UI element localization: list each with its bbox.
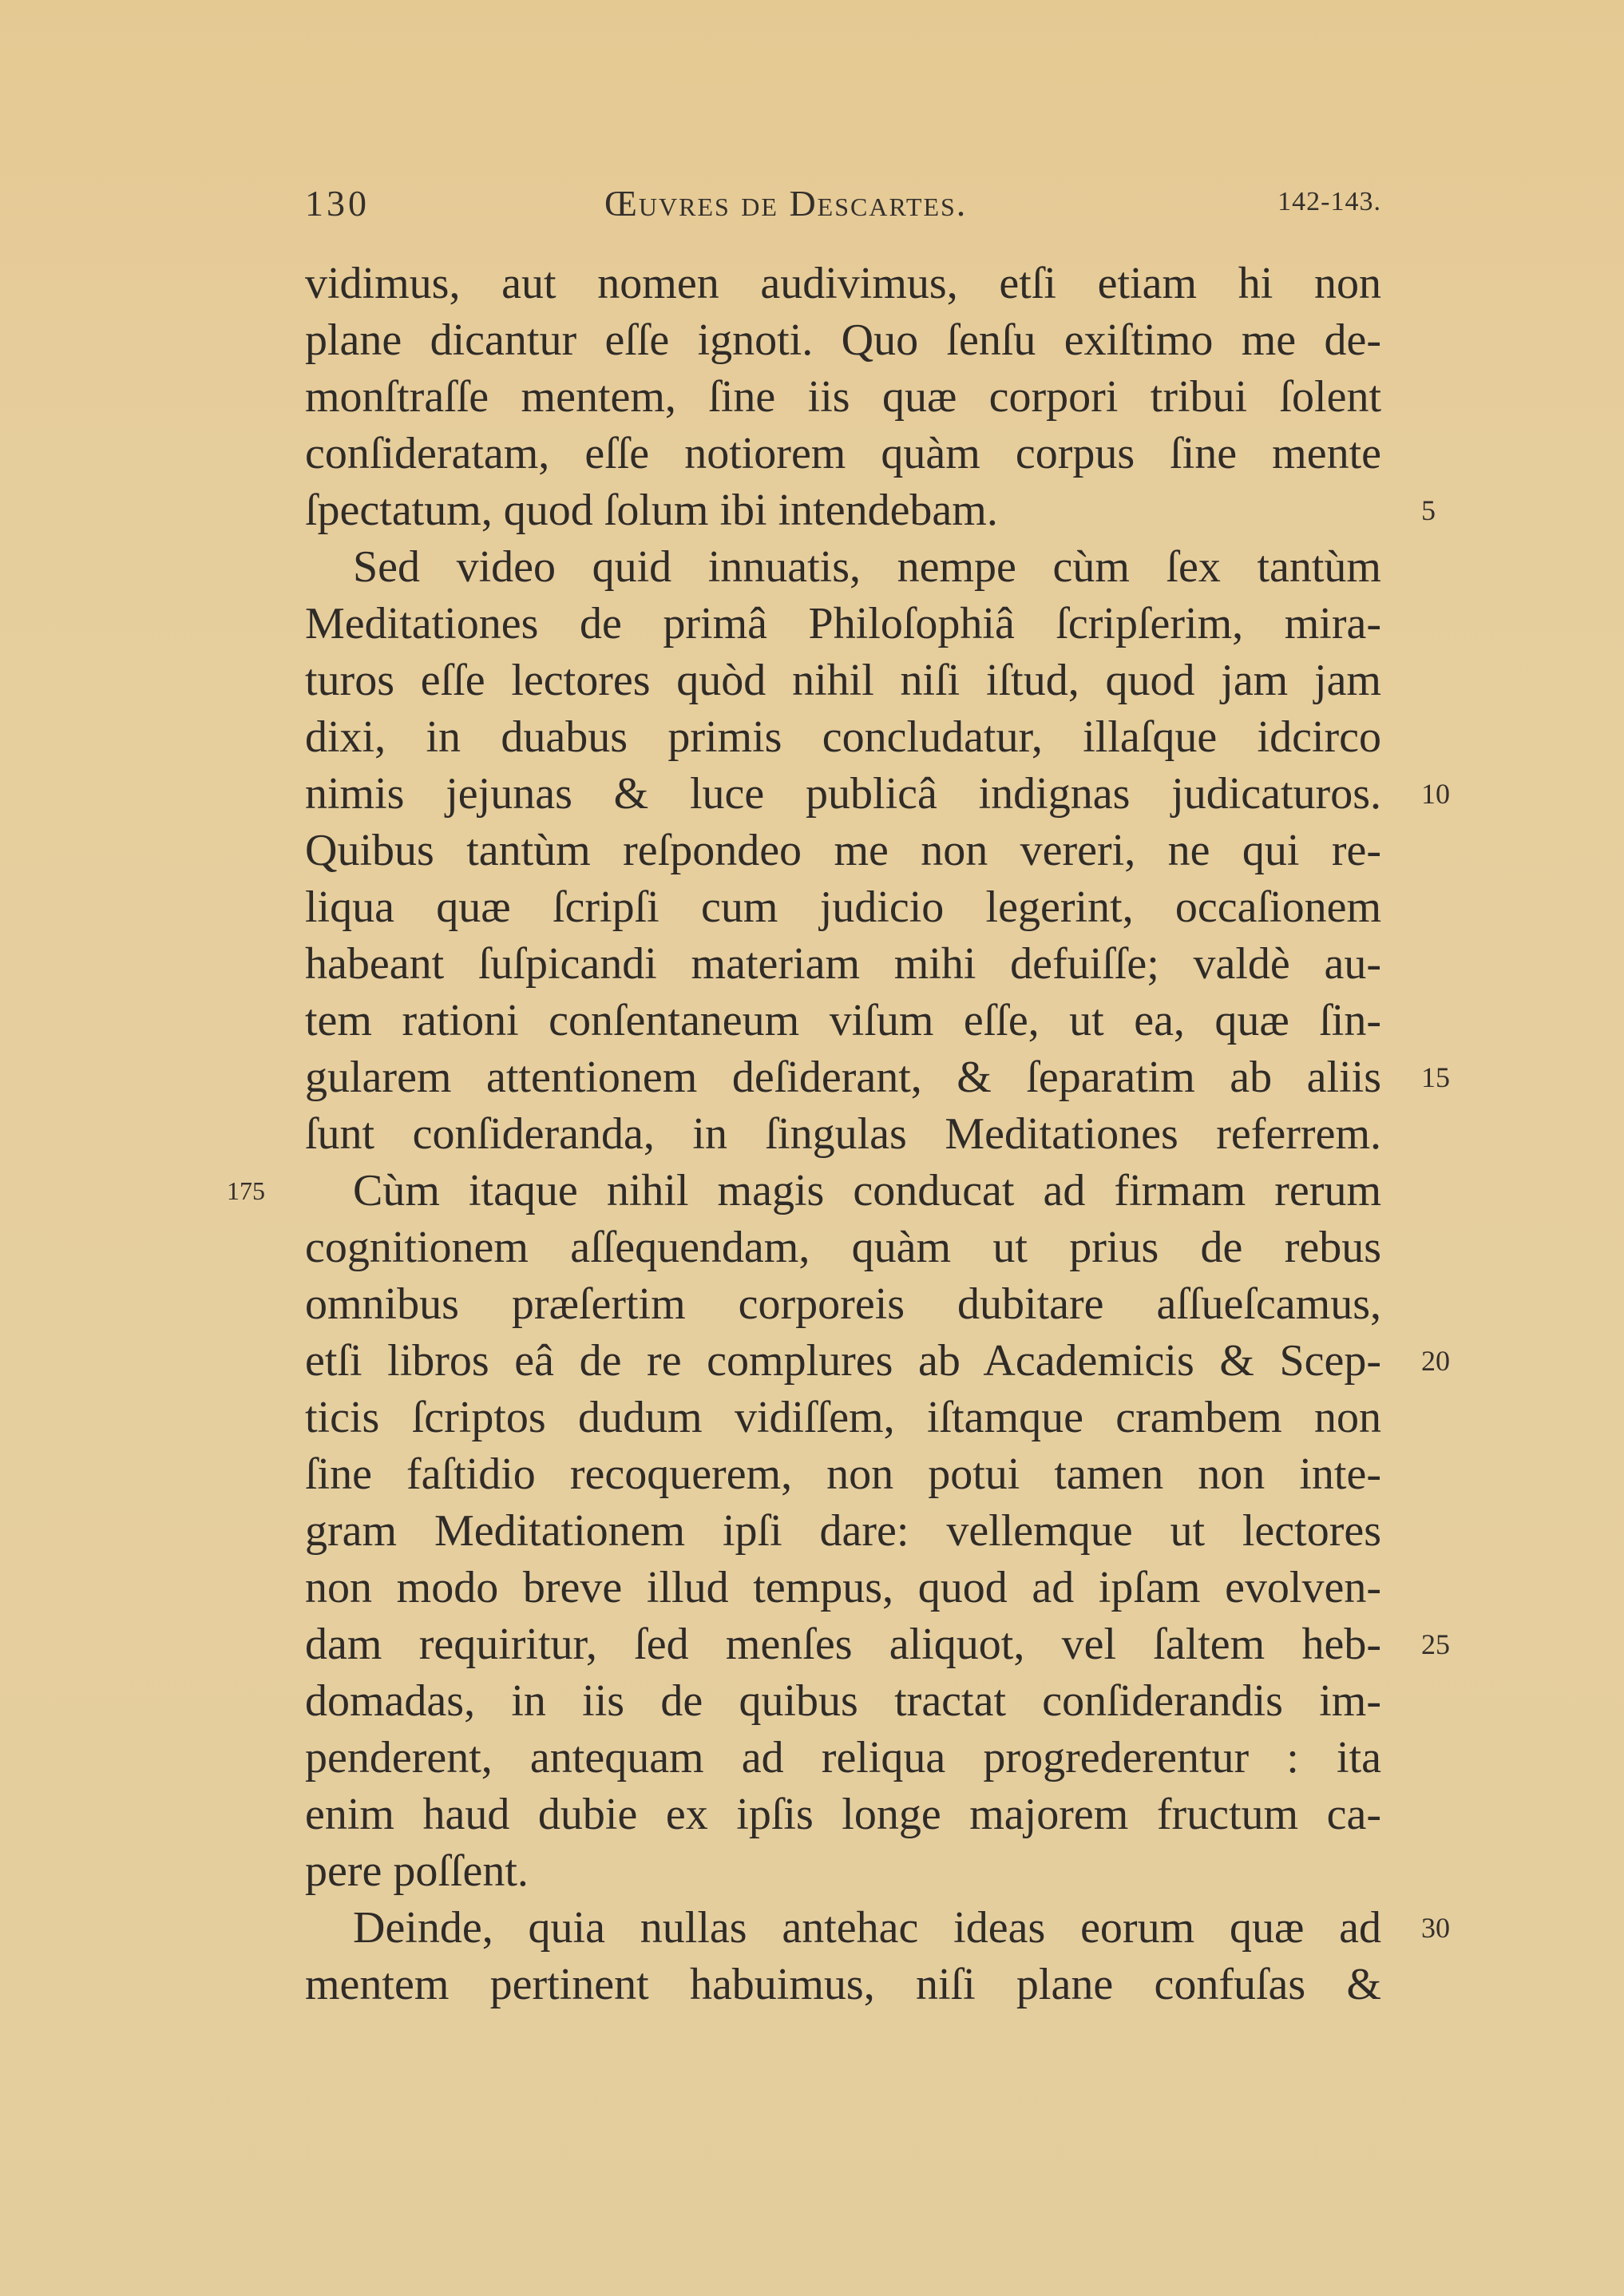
text-line <box>305 1503 1381 1560</box>
text-line-content: vidimus, aut nomen audivimus, etſi etiam hi non <box>305 259 1381 308</box>
text-line-content: cognitionem aſſequendam, quàm ut prius de rebus <box>305 1223 1381 1272</box>
text-line <box>305 1900 1450 1957</box>
text-line-content: omnibus præſertim corporeis dubitare aſſueſcamus, <box>305 1279 1381 1329</box>
text-line-content: penderent, antequam ad reliqua progrederentur : ita <box>305 1733 1381 1782</box>
running-title: Œuvres de Descartes. <box>604 183 968 224</box>
text-line-content: ſpectatum, quod ſolum ibi intendebam. <box>305 486 998 535</box>
text-line <box>305 596 1381 652</box>
text-line <box>305 766 1450 823</box>
text-line <box>305 256 1381 312</box>
text-line-content: ticis ſcriptos dudum vidiſſem, iſtamque crambem non <box>305 1393 1381 1442</box>
text-line <box>305 1276 1381 1333</box>
text-line-content: gram Meditationem ipſi dare: vellemque ut lectores <box>305 1506 1381 1556</box>
text-line-content: Meditationes de primâ Philoſophiâ ſcripſerim, mira- <box>305 599 1381 648</box>
text-line-content: etſi libros eâ de re complures ab Academicis & Scep- <box>305 1336 1381 1386</box>
text-line <box>305 539 1381 596</box>
running-head <box>305 182 1381 230</box>
line-number: 5 <box>1421 494 1436 526</box>
text-line-content: Deinde, quia nullas antehac ideas eorum quæ ad <box>353 1903 1381 1953</box>
text-line <box>305 1957 1381 2013</box>
text-line <box>305 1843 1381 1900</box>
text-line-content: non modo breve illud tempus, quod ad ipſam evolven- <box>305 1563 1381 1612</box>
text-line <box>305 1446 1381 1503</box>
text-line-content: Sed video quid innuatis, nempe cùm ſex tantùm <box>353 542 1381 592</box>
edition-page-range: 142-143. <box>1277 187 1381 216</box>
margin-page-reference: 175 <box>227 1176 265 1205</box>
text-line <box>305 823 1381 879</box>
text-line <box>305 426 1381 482</box>
text-line-content: pere poſſent. <box>305 1846 529 1896</box>
text-line <box>305 879 1381 936</box>
text-line-content: ſunt conſideranda, in ſingulas Meditationes referrem. <box>305 1109 1381 1159</box>
text-line <box>305 369 1381 426</box>
text-line <box>305 312 1381 369</box>
line-number: 15 <box>1421 1061 1450 1093</box>
text-line <box>305 1219 1381 1276</box>
text-line <box>305 936 1381 993</box>
text-line <box>305 993 1381 1049</box>
line-number: 30 <box>1421 1912 1450 1944</box>
text-line-content: plane dicantur eſſe ignoti. Quo ſenſu exiſtimo me de- <box>305 315 1381 365</box>
text-line-content: ſine faſtidio recoquerem, non potui tamen non inte- <box>305 1449 1381 1499</box>
text-line-content: habeant ſuſpicandi materiam mihi defuiſſe; valdè au- <box>305 939 1381 989</box>
text-line-content: dam requiritur, ſed menſes aliquot, vel ſaltem heb- <box>305 1620 1381 1669</box>
line-number: 10 <box>1421 778 1450 810</box>
text-line-content: Quibus tantùm reſpondeo me non vereri, ne qui re- <box>305 826 1381 875</box>
text-line <box>305 1390 1381 1446</box>
text-line-content: liqua quæ ſcripſi cum judicio legerint, occaſionem <box>305 882 1381 932</box>
text-line <box>305 1560 1381 1616</box>
text-line-content: enim haud dubie ex ipſis longe majorem fructum ca- <box>305 1790 1381 1839</box>
text-line <box>227 1163 1381 1219</box>
text-line <box>305 1786 1381 1843</box>
text-line-content: Cùm itaque nihil magis conducat ad firmam rerum <box>353 1166 1381 1215</box>
text-line-content: dixi, in duabus primis concludatur, illaſque idcirco <box>305 712 1381 762</box>
line-number: 25 <box>1421 1628 1450 1660</box>
text-line <box>305 1106 1381 1163</box>
text-line <box>305 1333 1450 1390</box>
body-text <box>227 256 1450 2013</box>
page-number: 130 <box>305 183 370 224</box>
text-line-content: turos eſſe lectores quòd nihil niſi iſtud, quod jam jam <box>305 656 1381 705</box>
text-line-content: nimis jejunas & luce publicâ indignas judicaturos. <box>305 769 1381 819</box>
line-number: 20 <box>1421 1345 1450 1377</box>
text-line-content: domadas, in iis de quibus tractat conſiderandis im- <box>305 1676 1381 1726</box>
text-line-content: conſideratam, eſſe notiorem quàm corpus ſine mente <box>305 429 1381 478</box>
text-line <box>305 652 1381 709</box>
text-line <box>305 1049 1450 1106</box>
text-line <box>305 482 1436 539</box>
text-line-content: mentem pertinent habuimus, niſi plane confuſas & <box>305 1960 1381 2009</box>
text-line <box>305 1673 1381 1730</box>
text-line <box>305 709 1381 766</box>
text-line-content: gularem attentionem deſiderant, & ſeparatim ab aliis <box>305 1053 1381 1102</box>
text-line <box>305 1730 1381 1786</box>
text-line-content: monſtraſſe mentem, ſine iis quæ corpori tribui ſolent <box>305 372 1381 422</box>
text-line <box>305 1616 1450 1673</box>
text-line-content: tem rationi conſentaneum viſum eſſe, ut ea, quæ ſin- <box>305 996 1381 1045</box>
